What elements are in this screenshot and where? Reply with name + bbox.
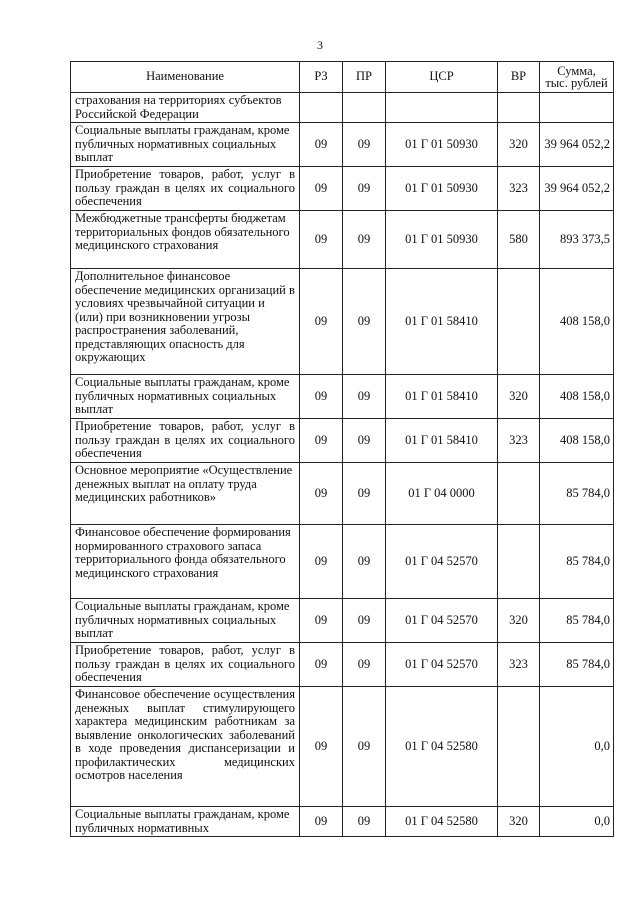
row-sum: 0,0 — [540, 687, 614, 807]
row-sum: 39 964 052,2 — [540, 167, 614, 211]
table-row — [71, 123, 614, 167]
table-row — [71, 93, 614, 123]
header-sum: Сумма, тыс. рублей — [540, 62, 614, 93]
row-name: Финансовое обеспечение осуществления денежных выплат стимулирующего характера медицинским работникам за выявление онкологических заболеваний в ходе проведения диспансеризации и профилактических медицинских осмотров населения — [71, 687, 300, 807]
row-csr: 01 Г 04 52570 — [386, 599, 498, 643]
row-rz: 09 — [300, 687, 343, 807]
page-number: 3 — [317, 38, 323, 52]
row-pr: 09 — [343, 123, 386, 167]
row-csr: 01 Г 01 58410 — [386, 419, 498, 463]
row-name: Социальные выплаты гражданам, кроме публичных нормативных социальных выплат — [71, 599, 300, 643]
row-vr: 320 — [498, 599, 540, 643]
row-name: Приобретение товаров, работ, услуг в пользу граждан в целях их социального обеспечения — [71, 167, 300, 211]
row-name: Социальные выплаты гражданам, кроме публичных нормативных социальных выплат — [71, 375, 300, 419]
row-rz: 09 — [300, 419, 343, 463]
row-vr — [498, 687, 540, 807]
row-pr: 09 — [343, 375, 386, 419]
row-name: Социальные выплаты гражданам, кроме публичных нормативных социальных выплат — [71, 123, 300, 167]
row-vr: 320 — [498, 123, 540, 167]
row-vr: 323 — [498, 167, 540, 211]
header-pr: ПР — [343, 62, 386, 93]
row-csr: 01 Г 01 58410 — [386, 269, 498, 375]
row-vr: 320 — [498, 375, 540, 419]
row-vr: 580 — [498, 211, 540, 269]
table-row — [71, 807, 614, 837]
row-name: Приобретение товаров, работ, услуг в пользу граждан в целях их социального обеспечения — [71, 419, 300, 463]
row-rz: 09 — [300, 167, 343, 211]
row-csr: 01 Г 01 50930 — [386, 167, 498, 211]
row-vr — [498, 463, 540, 525]
row-pr — [343, 93, 386, 123]
table-row — [71, 375, 614, 419]
row-csr: 01 Г 04 52570 — [386, 643, 498, 687]
row-sum: 893 373,5 — [540, 211, 614, 269]
table-row — [71, 463, 614, 525]
table-row — [71, 599, 614, 643]
row-rz: 09 — [300, 211, 343, 269]
row-csr — [386, 93, 498, 123]
table-row — [71, 643, 614, 687]
row-name: Дополнительное финансовое обеспечение медицинских организаций в условиях чрезвычайной ситуации и (или) при возникновении угрозы распространения заболеваний, представляющих опасность для окружающих — [71, 269, 300, 375]
table-row — [71, 167, 614, 211]
row-rz: 09 — [300, 807, 343, 837]
row-pr: 09 — [343, 167, 386, 211]
header-name: Наименование — [71, 62, 300, 93]
row-name: Приобретение товаров, работ, услуг в пользу граждан в целях их социального обеспечения — [71, 643, 300, 687]
row-name: Межбюджетные трансферты бюджетам территориальных фондов обязательного медицинского страхования — [71, 211, 300, 269]
row-name: Социальные выплаты гражданам, кроме публичных нормативных — [71, 807, 300, 837]
row-sum — [540, 93, 614, 123]
row-sum: 408 158,0 — [540, 419, 614, 463]
row-sum: 408 158,0 — [540, 269, 614, 375]
row-rz: 09 — [300, 599, 343, 643]
row-csr: 01 Г 04 0000 — [386, 463, 498, 525]
row-name: Финансовое обеспечение формирования нормированного страхового запаса территориального фонда обязательного медицинского страхования — [71, 525, 300, 599]
row-rz: 09 — [300, 269, 343, 375]
row-csr: 01 Г 01 58410 — [386, 375, 498, 419]
row-rz: 09 — [300, 123, 343, 167]
row-rz — [300, 93, 343, 123]
row-sum: 0,0 — [540, 807, 614, 837]
row-vr — [498, 269, 540, 375]
row-sum: 85 784,0 — [540, 463, 614, 525]
row-csr: 01 Г 01 50930 — [386, 123, 498, 167]
row-rz: 09 — [300, 643, 343, 687]
header-rz: РЗ — [300, 62, 343, 93]
row-sum: 408 158,0 — [540, 375, 614, 419]
row-pr: 09 — [343, 463, 386, 525]
table-row — [71, 211, 614, 269]
row-pr: 09 — [343, 599, 386, 643]
header-csr: ЦСР — [386, 62, 498, 93]
row-vr: 320 — [498, 807, 540, 837]
row-pr: 09 — [343, 807, 386, 837]
row-pr: 09 — [343, 525, 386, 599]
table-row — [71, 419, 614, 463]
row-vr: 323 — [498, 419, 540, 463]
row-csr: 01 Г 01 50930 — [386, 211, 498, 269]
row-name: Основное мероприятие «Осуществление денежных выплат на оплату труда медицинских работников» — [71, 463, 300, 525]
row-pr: 09 — [343, 687, 386, 807]
row-name: страхования на территориях субъектов Российской Федерации — [71, 93, 300, 123]
row-sum: 39 964 052,2 — [540, 123, 614, 167]
header-vr: ВР — [498, 62, 540, 93]
row-pr: 09 — [343, 211, 386, 269]
budget-table — [70, 61, 614, 837]
row-rz: 09 — [300, 463, 343, 525]
row-vr: 323 — [498, 643, 540, 687]
row-pr: 09 — [343, 269, 386, 375]
table-row — [71, 687, 614, 807]
row-rz: 09 — [300, 375, 343, 419]
row-vr — [498, 93, 540, 123]
row-vr — [498, 525, 540, 599]
table-row — [71, 269, 614, 375]
row-csr: 01 Г 04 52580 — [386, 687, 498, 807]
table-row — [71, 525, 614, 599]
row-csr: 01 Г 04 52570 — [386, 525, 498, 599]
row-csr: 01 Г 04 52580 — [386, 807, 498, 837]
row-pr: 09 — [343, 643, 386, 687]
row-sum: 85 784,0 — [540, 525, 614, 599]
table-header-row — [71, 62, 614, 93]
row-rz: 09 — [300, 525, 343, 599]
row-sum: 85 784,0 — [540, 643, 614, 687]
row-sum: 85 784,0 — [540, 599, 614, 643]
row-pr: 09 — [343, 419, 386, 463]
